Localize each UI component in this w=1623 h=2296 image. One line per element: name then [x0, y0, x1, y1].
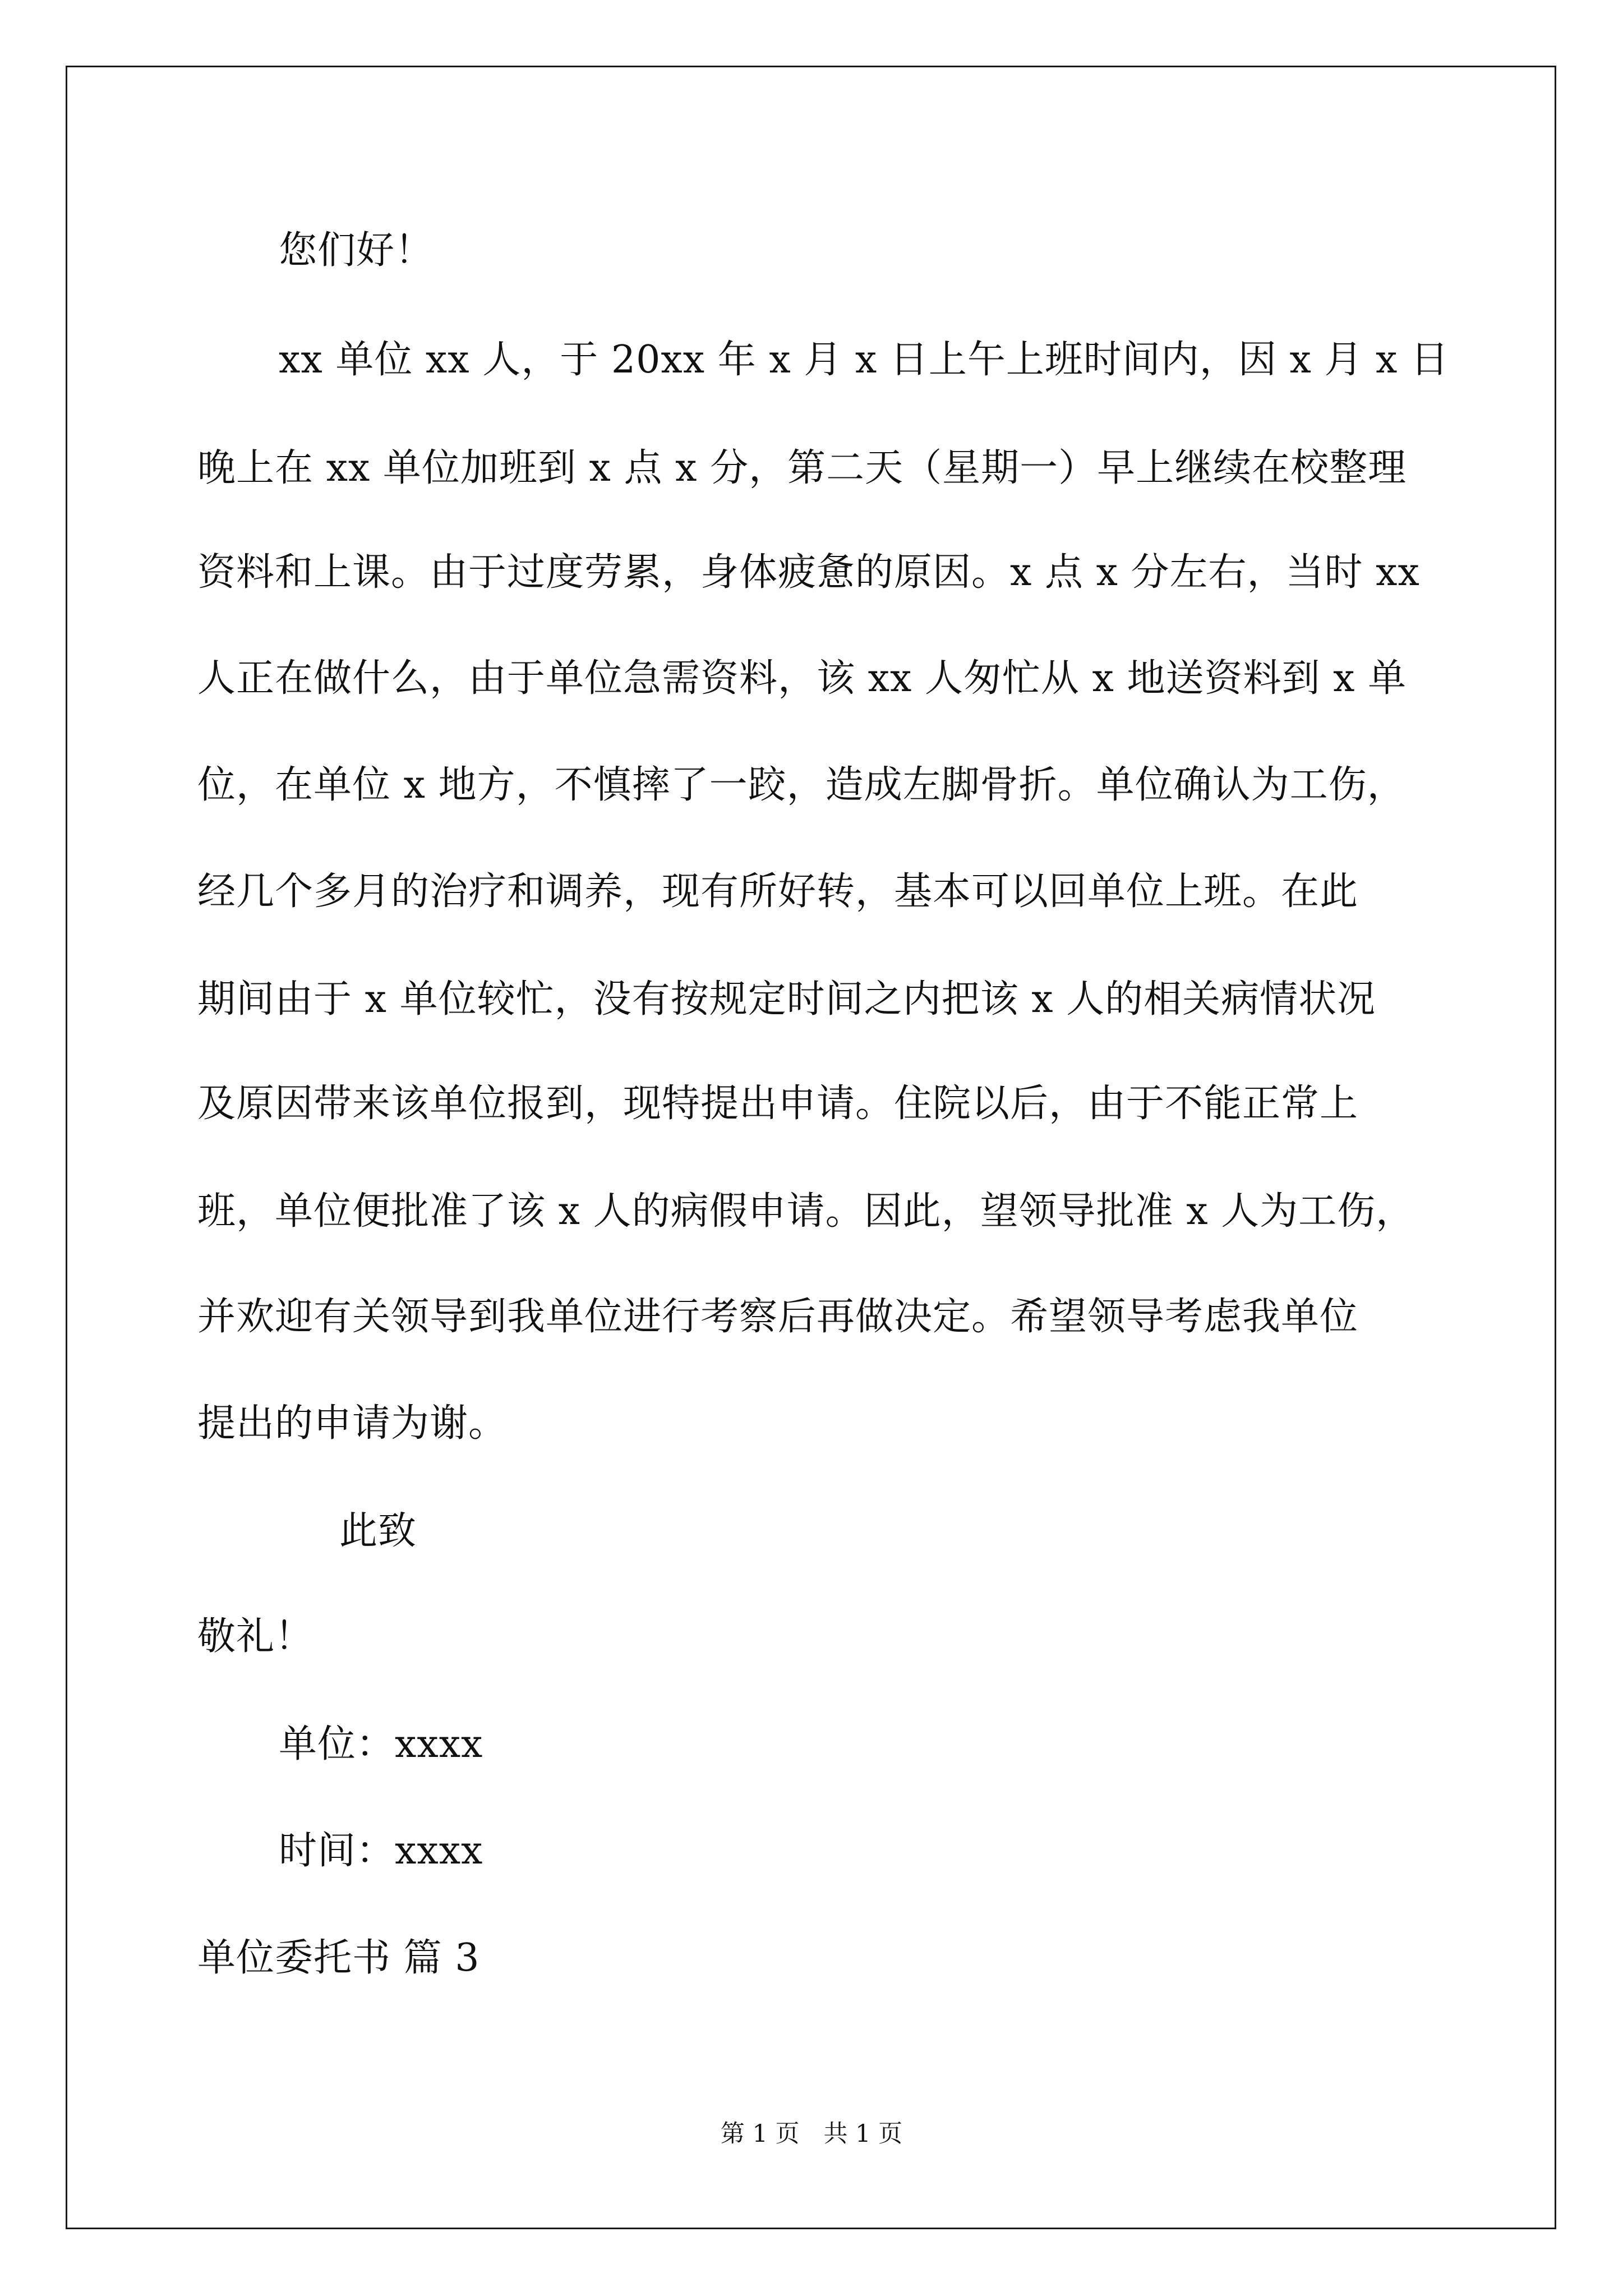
body-line-3: 资料和上课。由于过度劳累，身体疲惫的原因。x 点 x 分左右，当时 xx	[197, 550, 1420, 595]
body-line-8: 及原因带来该单位报到，现特提出申请。住院以后，由于不能正常上	[197, 1082, 1359, 1126]
body-line-6: 经几个多月的治疗和调养，现有所好转，基本可以回单位上班。在此	[197, 869, 1359, 914]
body-line-7: 期间由于 x 单位较忙，没有按规定时间之内把该 x 人的相关病情状况	[197, 977, 1376, 1022]
signature-time: 时间：xxxx	[279, 1829, 483, 1873]
greeting: 您们好！	[279, 228, 434, 273]
body-line-11: 提出的申请为谢。	[197, 1401, 508, 1446]
signature-unit: 单位：xxxx	[279, 1722, 483, 1766]
closing-regards: 敬礼！	[197, 1614, 314, 1659]
body-line-5: 位，在单位 x 地方，不慎摔了一跤，造成左脚骨折。单位确认为工伤，	[197, 763, 1406, 807]
body-line-2: 晚上在 xx 单位加班到 x 点 x 分，第二天（星期一）早上继续在校整理	[197, 446, 1407, 490]
next-section-title: 单位委托书 篇 3	[197, 1936, 480, 1980]
body-line-9: 班，单位便批准了该 x 人的病假申请。因此，望领导批准 x 人为工伤，	[197, 1189, 1415, 1234]
body-line-1: xx 单位 xx 人，于 20xx 年 x 月 x 日上午上班时间内，因 x 月 x 日	[279, 338, 1450, 382]
body-line-10: 并欢迎有关领导到我单位进行考察后再做决定。希望领导考虑我单位	[197, 1295, 1359, 1339]
page-border	[66, 66, 1556, 2229]
closing-salutation: 此致	[339, 1509, 417, 1553]
body-line-4: 人正在做什么，由于单位急需资料，该 xx 人匆忙从 x 地送资料到 x 单	[197, 656, 1407, 701]
page-number-footer: 第 1 页 共 1 页	[720, 2120, 903, 2148]
